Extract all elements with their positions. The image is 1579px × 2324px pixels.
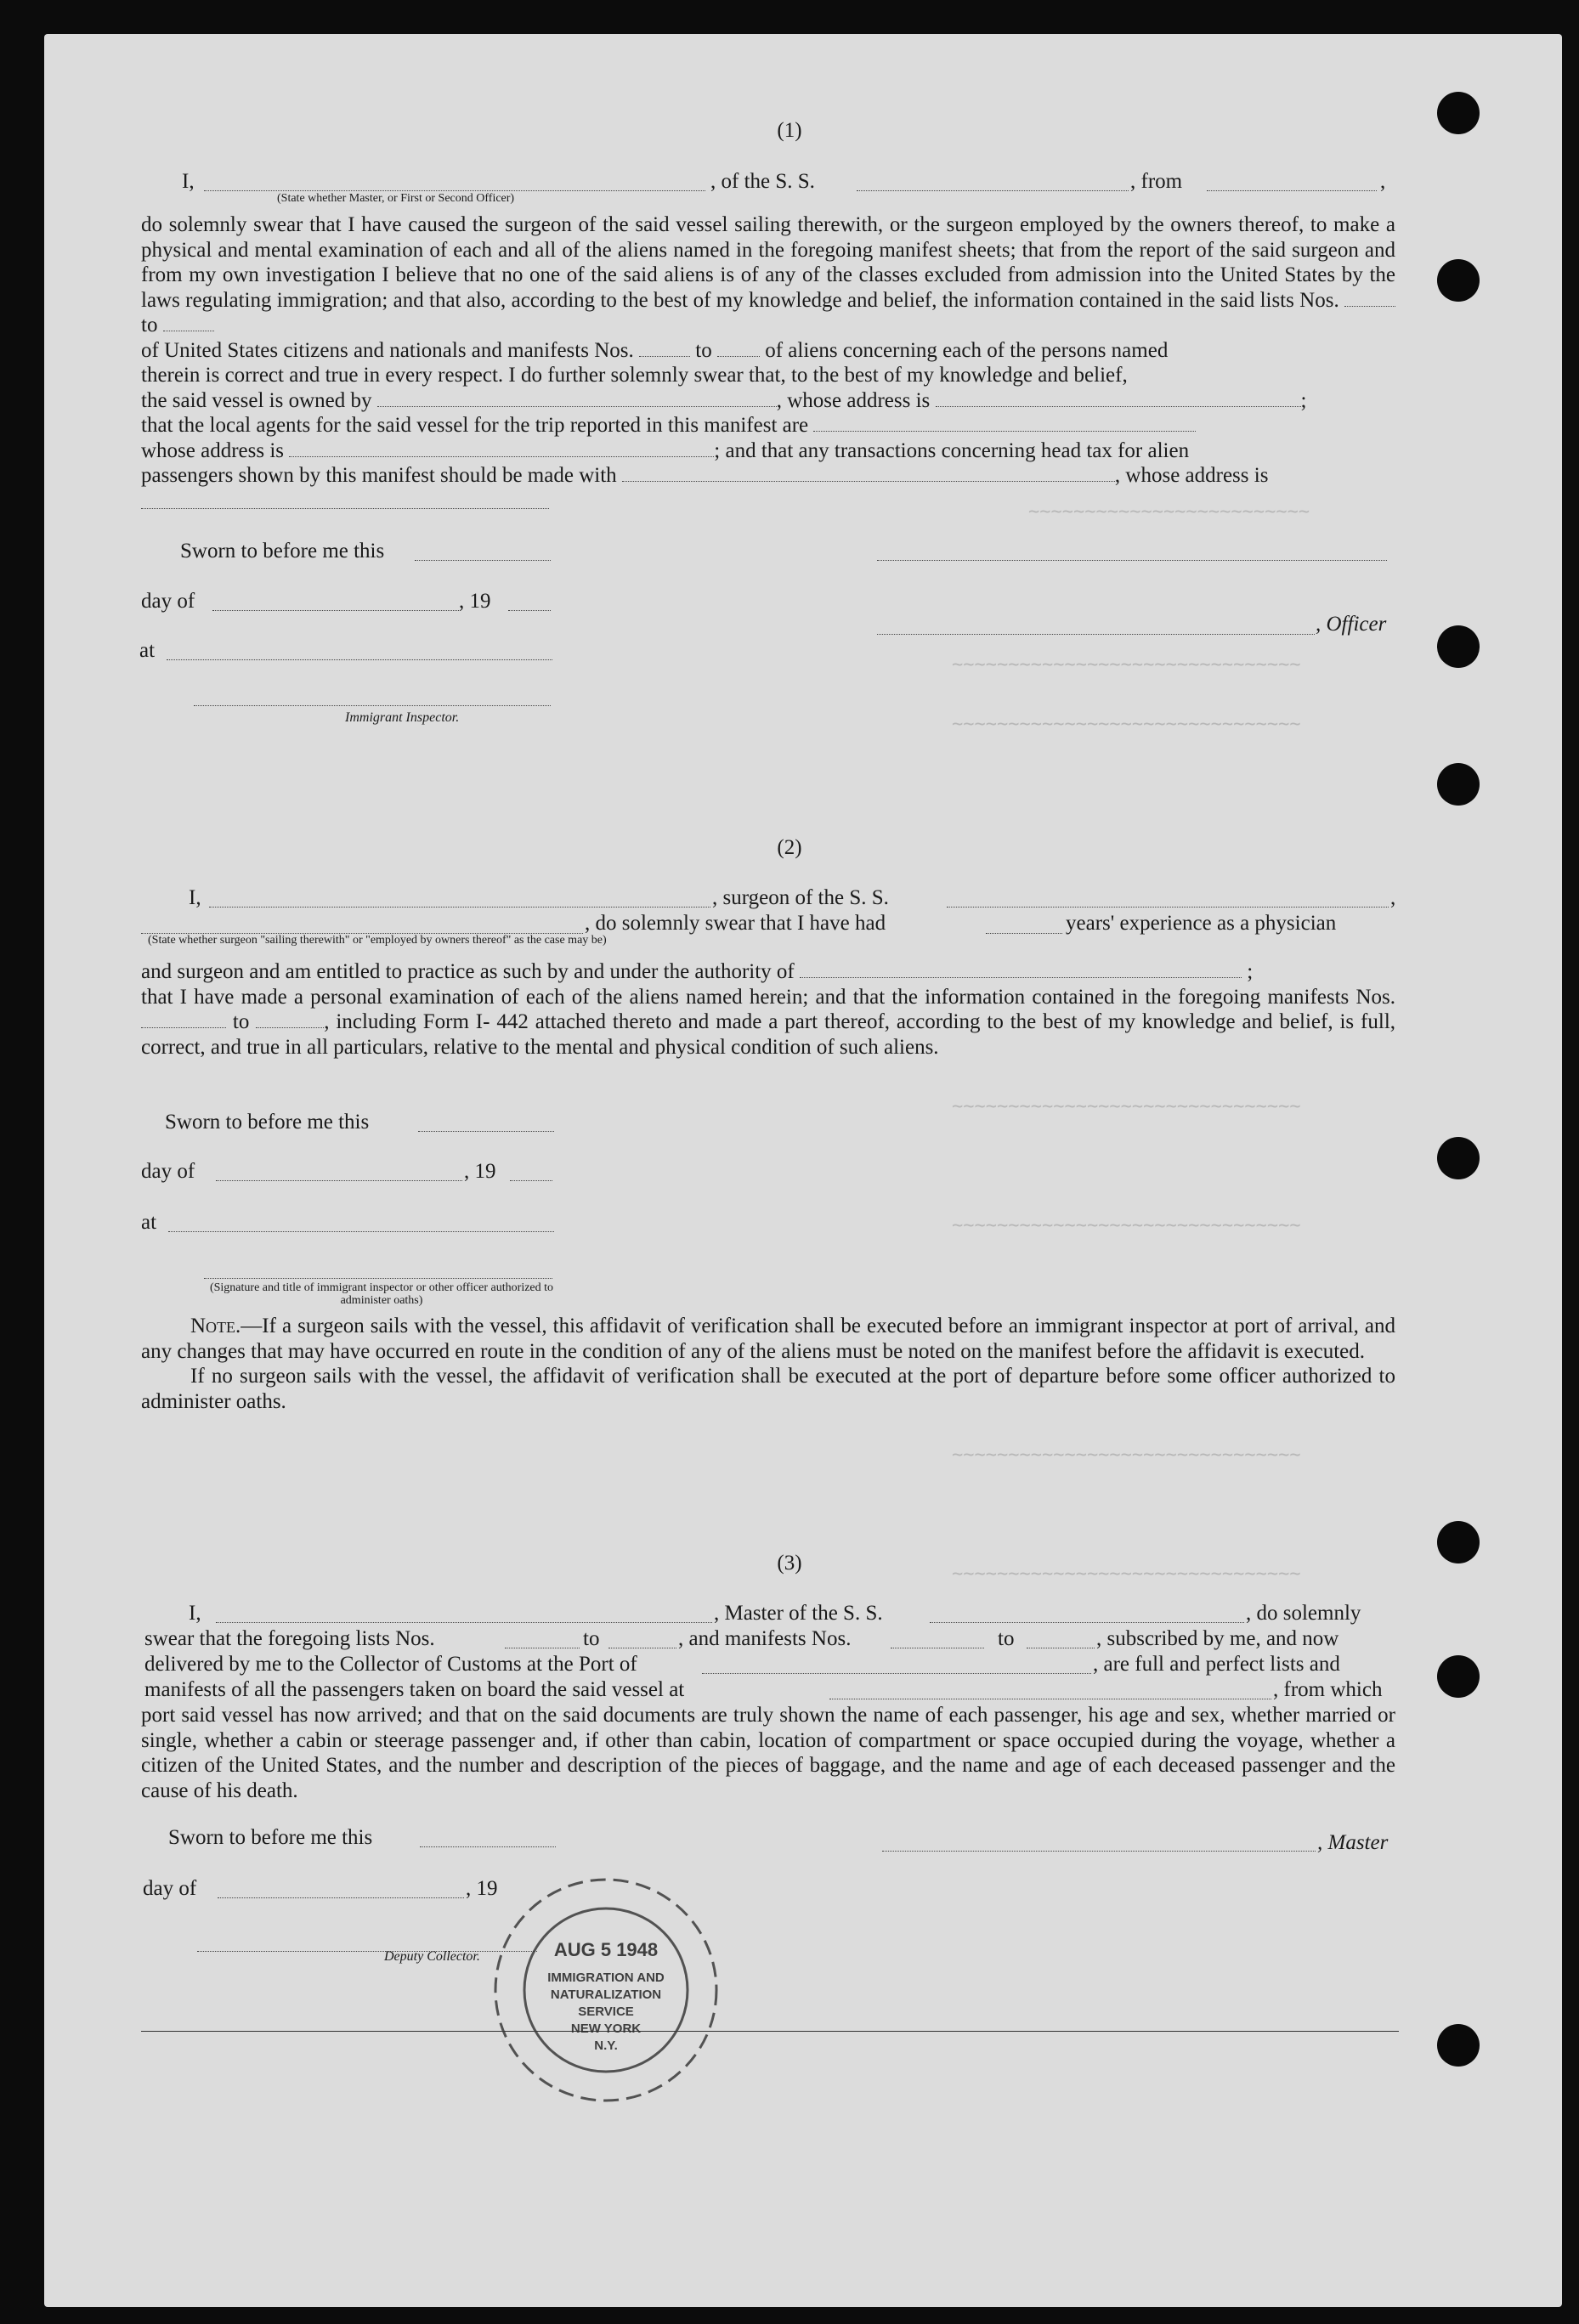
s1-year: , 19 [459, 590, 491, 613]
s3-master-label: , Master of the S. S. [714, 1602, 883, 1625]
bleed-through-text: ~~~~~~~~~~~~~~~~~~~~~~~~~~~~~~~ [952, 1096, 1301, 1117]
punch-hole [1437, 1655, 1480, 1698]
s3-master-signature-field[interactable] [882, 1834, 1316, 1852]
s1-line-d1: the said vessel is owned by [141, 388, 372, 412]
s3-paragraph [141, 1703, 1395, 1803]
bleed-through-text: ~~~~~~~~~~~~~~~~~~~~~~~~~~~~~~~ [952, 714, 1301, 735]
s2-paragraph: and surgeon and am entitled to practice as such by and under the authority of ; that I have made a personal examination of each of the aliens named herein; and that the information contained in the foregoing manifests Nos. to , including Form I- 442 attached thereto and made a part thereof, according to the best of my knowledge and belief, is full, correct, and true in all particulars, relative to the mental and physical condition of such aliens. [141, 960, 1396, 1059]
s3-line2-to2: to [998, 1627, 1015, 1650]
s3-sworn-field[interactable] [420, 1829, 556, 1847]
s3-lists-from-field[interactable] [505, 1631, 580, 1648]
s2-line1-i: I, [189, 886, 201, 909]
stamp-line-5: N.Y. [594, 2038, 618, 2053]
stamp-line-2: NATURALIZATION [550, 1988, 662, 2002]
s3-port-field[interactable] [702, 1656, 1091, 1674]
s1-line-e: that the local agents for the said vessel for the trip reported in this manifest are [141, 414, 809, 437]
s2-sworn-field[interactable] [418, 1114, 554, 1132]
s2-surgeon-label: , surgeon of the S. S. [712, 886, 889, 909]
s2-line2-a: , do solemnly swear that I have had [585, 912, 886, 935]
section-1-heading: (1) [777, 119, 802, 142]
s2-para: that I have made a personal examination of each of the aliens named herein; and that the information contained in the foregoing manifests Nos. [141, 985, 1395, 1009]
s3-day-field[interactable] [218, 1880, 464, 1898]
s1-para-a: do solemnly swear that I have caused the surgeon of the said vessel sailing therewith, or the surgeon employed by the owners thereof, to make a physical and mental examination of each and all of the aliens named in the foregoing manifest sheets; that from the report of the said surgeon and from my own investigation I believe that no one of the said aliens is of any of the classes excluded from admission into the United States by the laws regulating immigration; and that also, according to the best of my knowledge and belief, the information contained in the said lists Nos. [141, 213, 1395, 312]
s1-line-b2: of aliens concerning each of the persons named [765, 338, 1169, 362]
s2-manifest-from-field[interactable] [141, 1010, 226, 1028]
s1-at: at [139, 639, 156, 662]
stamp-date: AUG 5 1948 [553, 1939, 659, 1960]
s3-manifest-to-field[interactable] [1027, 1631, 1095, 1648]
s1-inspector-signature-field[interactable] [194, 688, 551, 706]
s1-vessel-field[interactable] [857, 173, 1129, 191]
bleed-through-text: ~~~~~~~~~~~~~~~~~~~~~~~~~~~~~~~ [952, 1563, 1301, 1585]
s1-year-field[interactable] [508, 593, 551, 611]
s3-line1-i: I, [189, 1602, 201, 1625]
s3-lists-to-field[interactable] [608, 1631, 676, 1648]
s2-para-to: to [232, 1010, 250, 1033]
s2-signature-field[interactable] [204, 1261, 552, 1279]
s3-collector-label: Deputy Collector. [384, 1949, 480, 1964]
s2-note2: If no surgeon sails with the vessel, the affidavit of verification shall be executed at the port of departure before some officer authorized to administer oaths. [141, 1365, 1395, 1413]
s2-year-field[interactable] [510, 1163, 552, 1181]
punch-hole [1437, 2024, 1480, 2067]
s1-at-field[interactable] [167, 642, 552, 660]
s3-line1-end: , do solemnly [1246, 1602, 1361, 1625]
s1-headtax-address-field[interactable] [141, 491, 549, 509]
s1-inspector-label: Immigrant Inspector. [345, 710, 460, 725]
s3-manifest-from-field[interactable] [891, 1631, 984, 1648]
s1-line-c: therein is correct and true in every respect. I do further solemnly swear that, to the best of my knowledge and belief, [141, 364, 1128, 387]
s3-sworn: Sworn to before me this [168, 1826, 373, 1849]
s2-year: , 19 [464, 1160, 496, 1183]
s1-sworn: Sworn to before me this [180, 540, 385, 563]
s3-departure-port-field[interactable] [829, 1682, 1271, 1699]
s2-note-text: —If a surgeon sails with the vessel, this affidavit of verification shall be executed before an immigrant inspector at port of arrival, and any changes that may have occurred en route in the condition of any of the aliens must be noted on the manifest before the affidavit is executed. [141, 1315, 1395, 1363]
s2-at: at [141, 1211, 157, 1234]
s1-line-d2: , whose address is [776, 388, 931, 412]
s2-surgeon-name-field[interactable] [209, 890, 710, 908]
s1-comma: , [1380, 170, 1386, 193]
s1-owner-field[interactable] [377, 389, 777, 407]
punch-hole [1437, 1137, 1480, 1179]
s1-officer-line[interactable] [877, 617, 1315, 635]
s2-note-label: Note. [190, 1315, 241, 1337]
s3-dayof: day of [143, 1877, 197, 1900]
s2-day-field[interactable] [216, 1163, 462, 1181]
punch-hole [1437, 625, 1480, 668]
s1-of-ss-label: , of the S. S. [710, 170, 815, 193]
s1-line-f2: ; and that any transactions concerning head tax for alien [714, 438, 1190, 462]
s2-caption: (State whether surgeon "sailing therewith" or "employed by owners thereof" as the case may be) [148, 934, 607, 947]
s2-status-field[interactable] [141, 916, 583, 934]
s3-line2-c: , subscribed by me, and now [1096, 1627, 1339, 1650]
s1-line-f1: whose address is [141, 438, 285, 462]
s1-lists-to-field[interactable] [163, 314, 214, 331]
s2-manifest-to-field[interactable] [256, 1010, 324, 1028]
s3-line2-a: swear that the foregoing lists Nos. [144, 1627, 435, 1650]
s2-authority-field[interactable] [800, 960, 1242, 978]
bleed-through-text: ~~~~~~~~~~~~~~~~~~~~~~~~~~~~~~~ [952, 1445, 1301, 1466]
s3-line4-b: , from which [1273, 1678, 1383, 1701]
s2-dayof: day of [141, 1160, 195, 1183]
punch-hole [1437, 259, 1480, 302]
s2-at-field[interactable] [168, 1214, 554, 1232]
s3-line2-to: to [583, 1627, 600, 1650]
s1-sworn-field[interactable] [415, 543, 551, 561]
s1-agents-address-field[interactable] [289, 439, 714, 457]
s2-line2-b: years' experience as a physician [1066, 912, 1337, 935]
s2-years-field[interactable] [986, 916, 1062, 934]
s1-para-to: to [141, 314, 158, 336]
s1-lists-from-field[interactable] [1344, 289, 1395, 307]
s1-manifest-from-field[interactable] [639, 339, 690, 357]
bleed-through-text: ~~~~~~~~~~~~~~~~~~~~~~~~~~~~~~~ [952, 654, 1301, 676]
s1-line-g2: , whose address is [1114, 464, 1269, 487]
s3-line2-b: , and manifests Nos. [678, 1627, 852, 1650]
stamp-line-3: SERVICE [578, 2005, 634, 2019]
s3-year: , 19 [466, 1877, 498, 1900]
s1-line1-i: I, [182, 170, 195, 193]
s1-headtax-field[interactable] [622, 464, 1115, 482]
bottom-rule [141, 2031, 1399, 2032]
punch-hole [1437, 763, 1480, 806]
s1-line1-caption: (State whether Master, or First or Second Officer) [277, 192, 515, 205]
s1-line-g1: passengers shown by this manifest should be made with [141, 464, 617, 487]
bleed-through-text: ~~~~~~~~~~~~~~~~~~~~~~~~~ [1028, 501, 1310, 523]
s3-para: port said vessel has now arrived; and that on the said documents are truly shown the name of each passenger, his age and sex, whether married or single, whether a cabin or steerage passenger and, if other than cabin, location of compartment or space occupied during the voyage, whether a citizen of the United States, and the number and description of the pieces of baggage, and the name and age of each deceased passenger and the cause of his death. [141, 1704, 1395, 1802]
s1-from-field[interactable] [1207, 173, 1377, 191]
s1-agents-field[interactable] [813, 414, 1196, 432]
stamp-line-1: IMMIGRATION AND [547, 1971, 665, 1985]
s2-note [141, 1314, 1395, 1414]
section-3-heading: (3) [777, 1552, 802, 1575]
immigration-stamp [466, 1863, 746, 2118]
s1-day-field[interactable] [212, 593, 459, 611]
s1-line-b1: of United States citizens and nationals and manifests Nos. [141, 338, 634, 362]
s3-line3-b: , are full and perfect lists and [1093, 1653, 1340, 1676]
s1-officer-name-field[interactable] [204, 173, 705, 191]
s1-owner-address-field[interactable] [936, 389, 1301, 407]
s3-master-name-field[interactable] [216, 1605, 712, 1623]
s3-master-label-sig: , Master [1317, 1831, 1389, 1854]
s2-sig-caption: (Signature and title of immigrant inspector or other officer authorized to administer oaths) [209, 1281, 554, 1307]
section-2-heading: (2) [777, 836, 802, 859]
bleed-through-text: ~~~~~~~~~~~~~~~~~~~~~~~~~~~~~~~ [952, 1215, 1301, 1236]
s1-from-label: , from [1130, 170, 1183, 193]
s3-vessel-field[interactable] [930, 1605, 1244, 1623]
s1-officer-label: , Officer [1316, 613, 1387, 636]
s1-dayof: day of [141, 590, 195, 613]
s1-manifest-to-field[interactable] [717, 339, 760, 357]
s2-comma: , [1390, 886, 1396, 909]
s2-line3-a: and surgeon and am entitled to practice as such by and under the authority of [141, 960, 795, 983]
s2-para-rest: , including Form I- 442 attached thereto and made a part thereof, according to the best of my knowledge and belief, is full, correct, and true in all particulars, relative to the mental and physical condition of such aliens. [141, 1010, 1396, 1059]
stamp-line-4: NEW YORK [570, 2021, 642, 2036]
s3-line3-a: delivered by me to the Collector of Customs at the Port of [144, 1653, 637, 1676]
s3-line4-a: manifests of all the passengers taken on board the said vessel at [144, 1678, 685, 1701]
s2-sworn: Sworn to before me this [165, 1111, 370, 1134]
s1-paragraph: do solemnly swear that I have caused the surgeon of the said vessel sailing therewith, or the surgeon employed by the owners thereof, to make a physical and mental examination of each and all of the aliens named in the foregoing manifest sheets; that from the report of the said surgeon and from my own investigation I believe that no one of the said aliens is of any of the classes excluded from admission into the United States by the laws regulating immigration; and that also, according to the best of my knowledge and belief, the information contained in the said lists Nos. to of United States citizens and nationals and manifests Nos. to of aliens concerning each of the persons named therein is correct and true in every respect. I do further solemnly swear that, to the best of my knowledge and belief, the said vessel is owned by , whose address is ; that the local agents for the said vessel for the trip reported in this manifest are whose address is ; and that any transactions concerning head tax for alien passengers shown by this manifest should be made with , whose address is [141, 213, 1395, 487]
s1-officer-signature-field[interactable] [877, 543, 1387, 561]
s2-vessel-field[interactable] [947, 890, 1389, 908]
s1-line-b-to: to [695, 338, 712, 362]
